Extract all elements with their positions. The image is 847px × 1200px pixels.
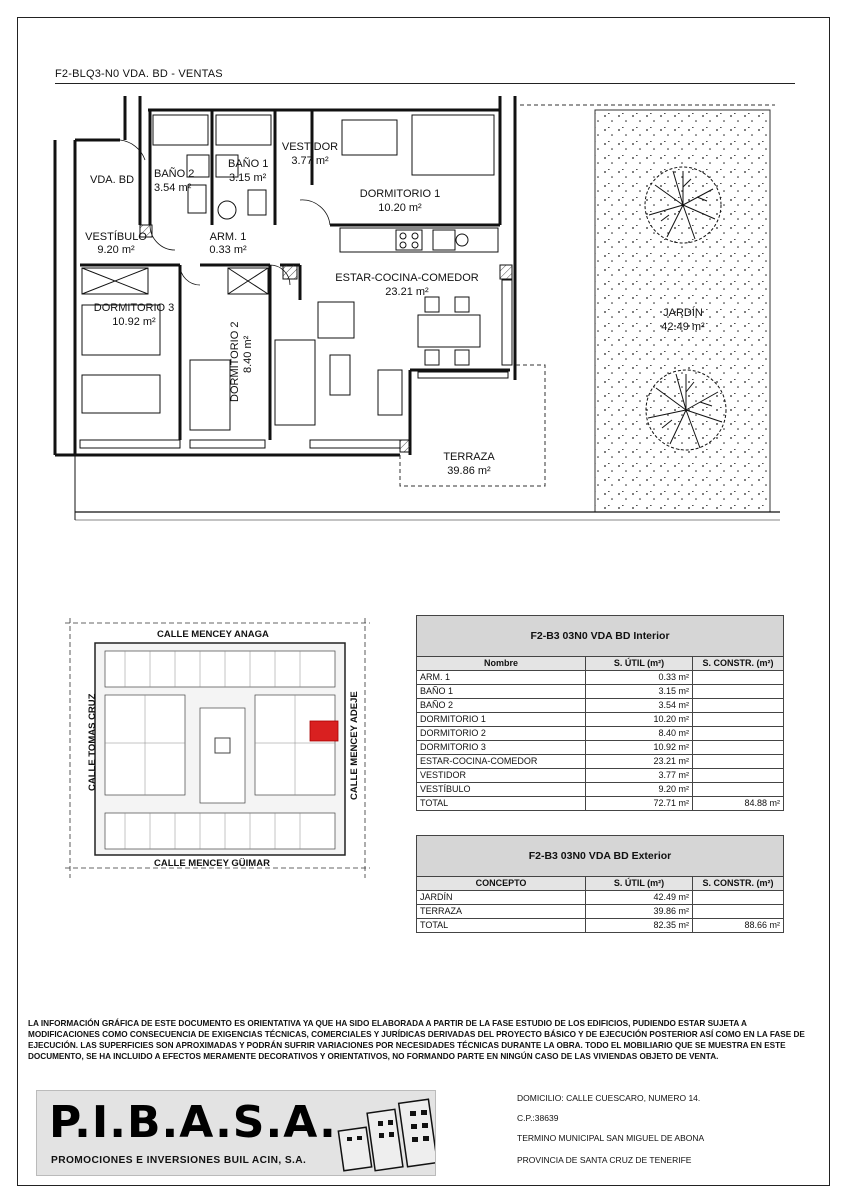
table-row <box>417 713 784 727</box>
util-area-cell: 23.21 m² <box>586 755 693 769</box>
street-bottom-label: CALLE MENCEY GÜIMAR <box>154 858 270 869</box>
room-bano1-area: 3.15 m² <box>229 172 267 184</box>
constr-area-cell <box>693 905 784 919</box>
room-dormitorio2-area: 8.40 m² <box>242 335 254 373</box>
room-vestidor-name: VESTIDOR <box>281 141 339 153</box>
room-dormitorio3-name: DORMITORIO 3 <box>93 302 175 314</box>
room-vestidor-area: 3.77 m² <box>291 155 329 167</box>
table-row <box>417 699 784 713</box>
room-terraza-name: TERRAZA <box>443 451 495 463</box>
disclaimer-text: LA INFORMACIÓN GRÁFICA DE ESTE DOCUMENTO ES ORIENTATIVA YA QUE HA SIDO ELABORADA A PARTIR DE LA FASE ESTUDIO DE LOS EDIFICIOS, PUDIENDO ESTAR SUJETA A MODIFICACIONES COMO CONSECUENCIA DE EXIGENCIAS TÉCNICAS, COMERCIALES Y JURÍDICAS DERIVADAS DEL PROYECTO BÁSICO Y DE EJECUCIÓN POSTERIOR ASÍ COMO EN LA FASE DE EJECUCIÓN. LAS SUPERFICIES SON APROXIMADAS Y PODRÁN SUFRIR VARIACIONES POR NECESIDADES TÉCNICAS DURANTE LA OBRA. TODO EL MOBILIARIO QUE SE MUESTRA EN ESTE DOCUMENTO, SE HA INCLUIDO A EFECTOS MERAMENTE DECORATIVOS Y ORIENTATIVOS, NO FORMANDO PARTE EN NINGÚN CASO DE LAS VIVIENDAS OBJETO DE VENTA. <box>28 1019 805 1061</box>
util-area-cell: 82.35 m² <box>586 919 693 933</box>
row-name-cell: DORMITORIO 2 <box>417 727 586 741</box>
room-arm1-area: 0.33 m² <box>209 244 247 256</box>
column-header: CONCEPTO <box>417 877 586 891</box>
constr-area-cell: 88.66 m² <box>693 919 784 933</box>
util-area-cell: 8.40 m² <box>586 727 693 741</box>
room-vestibulo-name: VESTÍBULO <box>85 231 147 243</box>
table-row <box>417 797 784 811</box>
document-title: F2-BLQ3-N0 VDA. BD - VENTAS <box>55 68 223 80</box>
constr-area-cell <box>693 891 784 905</box>
logo-tagline: PROMOCIONES E INVERSIONES BUIL ACIN, S.A. <box>51 1155 307 1166</box>
table-row <box>417 769 784 783</box>
exterior-surface-table <box>416 835 784 933</box>
room-estar-name: ESTAR-COCINA-COMEDOR <box>335 272 479 284</box>
room-bano1-name: BAÑO 1 <box>228 158 269 170</box>
column-header: S. ÚTIL (m²) <box>586 877 693 891</box>
room-dormitorio1-name: DORMITORIO 1 <box>359 188 441 200</box>
site-map <box>60 613 375 885</box>
table-row <box>417 685 784 699</box>
row-name-cell: VESTÍBULO <box>417 783 586 797</box>
constr-area-cell <box>693 699 784 713</box>
row-name-cell: BAÑO 1 <box>417 685 586 699</box>
table-row <box>417 783 784 797</box>
constr-area-cell <box>693 713 784 727</box>
constr-area-cell <box>693 671 784 685</box>
row-name-cell: ESTAR-COCINA-COMEDOR <box>417 755 586 769</box>
util-area-cell: 3.15 m² <box>586 685 693 699</box>
municipality: TERMINO MUNICIPAL SAN MIGUEL DE ABONA <box>517 1133 705 1143</box>
room-vestibulo-area: 9.20 m² <box>97 244 135 256</box>
constr-area-cell <box>693 783 784 797</box>
room-arm1-name: ARM. 1 <box>209 231 247 243</box>
util-area-cell: 9.20 m² <box>586 783 693 797</box>
street-top-label: CALLE MENCEY ANAGA <box>157 629 269 640</box>
address-line: DOMICILIO: CALLE CUESCARO, NUMERO 14. <box>517 1093 701 1103</box>
column-header: S. CONSTR. (m²) <box>693 657 784 671</box>
constr-area-cell <box>693 769 784 783</box>
util-area-cell: 42.49 m² <box>586 891 693 905</box>
constr-area-cell <box>693 755 784 769</box>
room-jardin-name: JARDÍN <box>663 307 703 319</box>
row-name-cell: TOTAL <box>417 797 586 811</box>
room-dormitorio1-area: 10.20 m² <box>378 202 422 214</box>
site-map-drawing <box>60 613 375 885</box>
table-row <box>417 727 784 741</box>
util-area-cell: 3.54 m² <box>586 699 693 713</box>
row-name-cell: ARM. 1 <box>417 671 586 685</box>
row-name-cell: TOTAL <box>417 919 586 933</box>
table-row <box>417 741 784 755</box>
table-title: F2-B3 03N0 VDA BD Exterior <box>417 836 784 877</box>
room-bano2-name: BAÑO 2 <box>154 168 195 180</box>
row-name-cell: VESTIDOR <box>417 769 586 783</box>
constr-area-cell <box>693 727 784 741</box>
column-header: S. ÚTIL (m²) <box>586 657 693 671</box>
street-right-label: CALLE MENCEY ADEJE <box>349 691 360 800</box>
table-row <box>417 905 784 919</box>
highlight-unit <box>310 721 338 741</box>
constr-area-cell: 84.88 m² <box>693 797 784 811</box>
interior-surface-table <box>416 615 784 811</box>
room-terraza-area: 39.86 m² <box>447 465 491 477</box>
street-left-label: CALLE TOMAS CRUZ <box>87 693 98 791</box>
table-title: F2-B3 03N0 VDA BD Interior <box>417 616 784 657</box>
room-estar-area: 23.21 m² <box>385 286 429 298</box>
table-row <box>417 755 784 769</box>
room-dormitorio2-name: DORMITORIO 2 <box>229 321 241 402</box>
util-area-cell: 3.77 m² <box>586 769 693 783</box>
row-name-cell: BAÑO 2 <box>417 699 586 713</box>
logo-name: P.I.B.A.S.A. <box>49 1097 337 1148</box>
constr-area-cell <box>693 685 784 699</box>
interior-table-body <box>417 671 784 811</box>
column-header: Nombre <box>417 657 586 671</box>
column-header: S. CONSTR. (m²) <box>693 877 784 891</box>
room-jardin-area: 42.49 m² <box>661 321 705 333</box>
row-name-cell: TERRAZA <box>417 905 586 919</box>
table-row <box>417 919 784 933</box>
table-row <box>417 891 784 905</box>
constr-area-cell <box>693 741 784 755</box>
room-bano2-area: 3.54 m² <box>154 182 192 194</box>
room-vda-bd-label: VDA. BD <box>90 174 135 186</box>
room-dormitorio3-area: 10.92 m² <box>112 316 156 328</box>
row-name-cell: DORMITORIO 3 <box>417 741 586 755</box>
province: PROVINCIA DE SANTA CRUZ DE TENERIFE <box>517 1155 692 1165</box>
exterior-table-body <box>417 891 784 933</box>
util-area-cell: 10.20 m² <box>586 713 693 727</box>
company-logo <box>36 1090 436 1176</box>
postal-code: C.P.:38639 <box>517 1113 559 1123</box>
util-area-cell: 10.92 m² <box>586 741 693 755</box>
row-name-cell: JARDÍN <box>417 891 586 905</box>
util-area-cell: 39.86 m² <box>586 905 693 919</box>
table-row <box>417 671 784 685</box>
buildings-icon <box>329 1091 436 1175</box>
row-name-cell: DORMITORIO 1 <box>417 713 586 727</box>
util-area-cell: 0.33 m² <box>586 671 693 685</box>
util-area-cell: 72.71 m² <box>586 797 693 811</box>
